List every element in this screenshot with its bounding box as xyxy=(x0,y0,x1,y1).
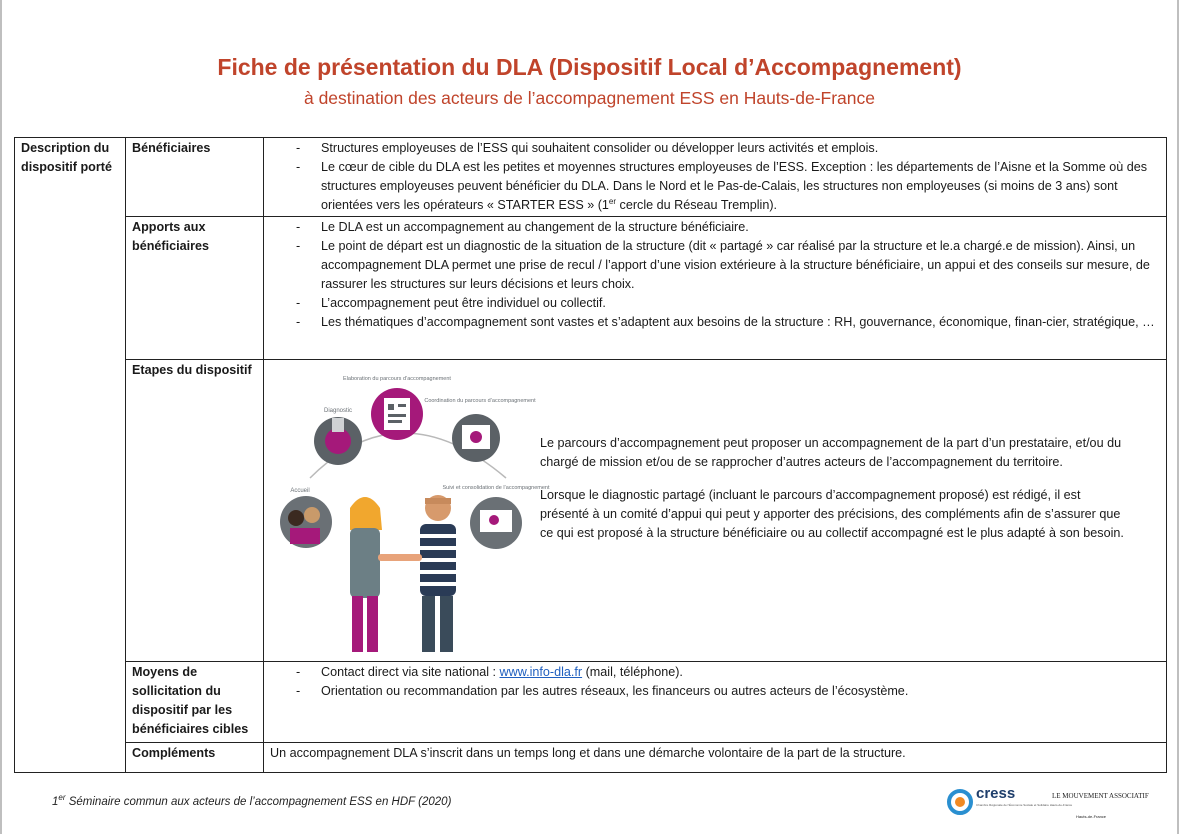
paragraph: Le parcours d’accompagnement peut proposer un accompagnement de la part d’un prestataire, et/ou du chargé de mission et/ou de se rapprocher d’autres acteurs de l’accompagnement du territoire. xyxy=(540,436,1122,469)
content-etapes xyxy=(264,360,1167,662)
man-figure xyxy=(420,495,456,652)
label-elaboration: Elaboration du parcours d’accompagnement xyxy=(343,376,451,382)
page-title: Fiche de présentation du DLA (Dispositif Local d’Accompagnement) xyxy=(217,54,962,80)
handshake-icon xyxy=(378,554,422,561)
label-etapes: Etapes du dispositif xyxy=(126,360,264,662)
label-moyens: Moyens de sollicitation du dispositif par les bénéficiaires cibles xyxy=(126,662,264,743)
section-label: Description du dispositif porté xyxy=(15,138,126,773)
content-beneficiaires xyxy=(264,138,1167,217)
label-accueil: Accueil xyxy=(290,488,310,494)
row-apports xyxy=(15,217,1167,360)
page-subtitle: à destination des acteurs de l’accompagnement ESS en Hauts-de-France xyxy=(303,88,875,108)
accueil-icon xyxy=(280,496,332,548)
svg-text:LE MOUVEMENT ASSOCIATIF: LE MOUVEMENT ASSOCIATIF xyxy=(1052,792,1149,800)
dla-table xyxy=(14,137,1167,773)
label-suivi: Suivi et consolidation de l’accompagnement xyxy=(442,485,550,491)
mouvement-associatif-logo xyxy=(1050,776,1149,822)
paragraph: Lorsque le diagnostic partagé (incluant le parcours d’accompagnement proposé) est rédigé, il est présenté à un comité d’appui qui peut y apporter des précisions, des compléments afin de s’assurer que ce qui est proposé à la structure bénéficiaire ou au collectif accompagné est le plus adapté à son besoin. xyxy=(540,488,1124,540)
list-item: - Orientation ou recommandation par les autres réseaux, les financeurs ou autres acteurs de l’écosystème. xyxy=(270,682,1160,701)
coordination-icon xyxy=(452,414,500,462)
diagnostic-icon xyxy=(314,417,362,465)
info-dla-link[interactable]: www.info-dla.fr xyxy=(499,665,583,679)
suivi-icon xyxy=(470,497,522,549)
footer-note: 1er Séminaire commun aux acteurs de l’accompagnement ESS en HDF (2020) xyxy=(52,793,452,808)
list-item: - Les thématiques d’accompagnement sont vastes et s’adaptent aux besoins de la structure : RH, gouvernance, économique, finan-cier, stratégique, … xyxy=(270,313,1160,332)
svg-text:Chambre Régionale de l’Économi: Chambre Régionale de l’Économie Sociale et Solidaire Hauts-de-France xyxy=(976,803,1073,807)
label-complements: Compléments xyxy=(126,743,264,773)
list-item: - Contact direct via site national : www.info-dla.fr (mail, téléphone). xyxy=(270,663,1160,682)
content-moyens xyxy=(264,662,1167,743)
label-coordination: Coordination du parcours d’accompagnement xyxy=(424,398,536,404)
label-apports: Apports aux bénéficiaires xyxy=(126,217,264,360)
accompaniment-illustration xyxy=(270,368,550,656)
row-moyens xyxy=(15,662,1167,743)
label-beneficiaires: Bénéficiaires xyxy=(126,138,264,217)
page-border-left xyxy=(0,0,2,834)
content-apports xyxy=(264,217,1167,360)
svg-text:Hauts-de-France: Hauts-de-France xyxy=(1076,814,1107,819)
list-item: - Le cœur de cible du DLA est les petites et moyennes structures employeuses de l’ESS. Exception : les départements de l’Aisne et la Somme où des structures employeuses peuvent bénéficier du DLA. Dans le Nord et le Pas-de-Calais, les structures non employeuses (si moins de 3 ans) sont orientées vers les opérateurs « STARTER ESS » (1er cercle du Réseau Tremplin). xyxy=(270,158,1160,215)
svg-text:cress: cress xyxy=(976,785,1016,802)
woman-figure xyxy=(350,497,382,652)
list-item: - Le DLA est un accompagnement au changement de la structure bénéficiaire. xyxy=(270,218,1160,237)
list-item: - L’accompagnement peut être individuel ou collectif. xyxy=(270,294,1160,313)
cress-logo xyxy=(946,780,1073,824)
list-item: - Structures employeuses de l’ESS qui souhaitent consolider ou développer leurs activités et emplois. xyxy=(270,139,1160,158)
row-etapes xyxy=(15,360,1167,662)
list-item: - Le point de départ est un diagnostic de la situation de la structure (dit « partagé » car réalisé par la structure et le.a chargé.e de mission). Ainsi, un accompagnement DLA permet une prise de recul / l’apport d’une vision extérieure à la structure bénéficiaire, un appui et des conseils sur mesure, de rassurer les structures sur leurs décisions et leurs choix. xyxy=(270,237,1160,294)
row-beneficiaires xyxy=(15,138,1167,217)
elaboration-icon xyxy=(371,388,423,440)
content-complements: Un accompagnement DLA s’inscrit dans un temps long et dans une démarche volontaire de la part de la structure. xyxy=(264,743,1167,773)
label-diagnostic: Diagnostic xyxy=(323,408,353,414)
row-complements xyxy=(15,743,1167,773)
etapes-text xyxy=(540,434,1130,557)
